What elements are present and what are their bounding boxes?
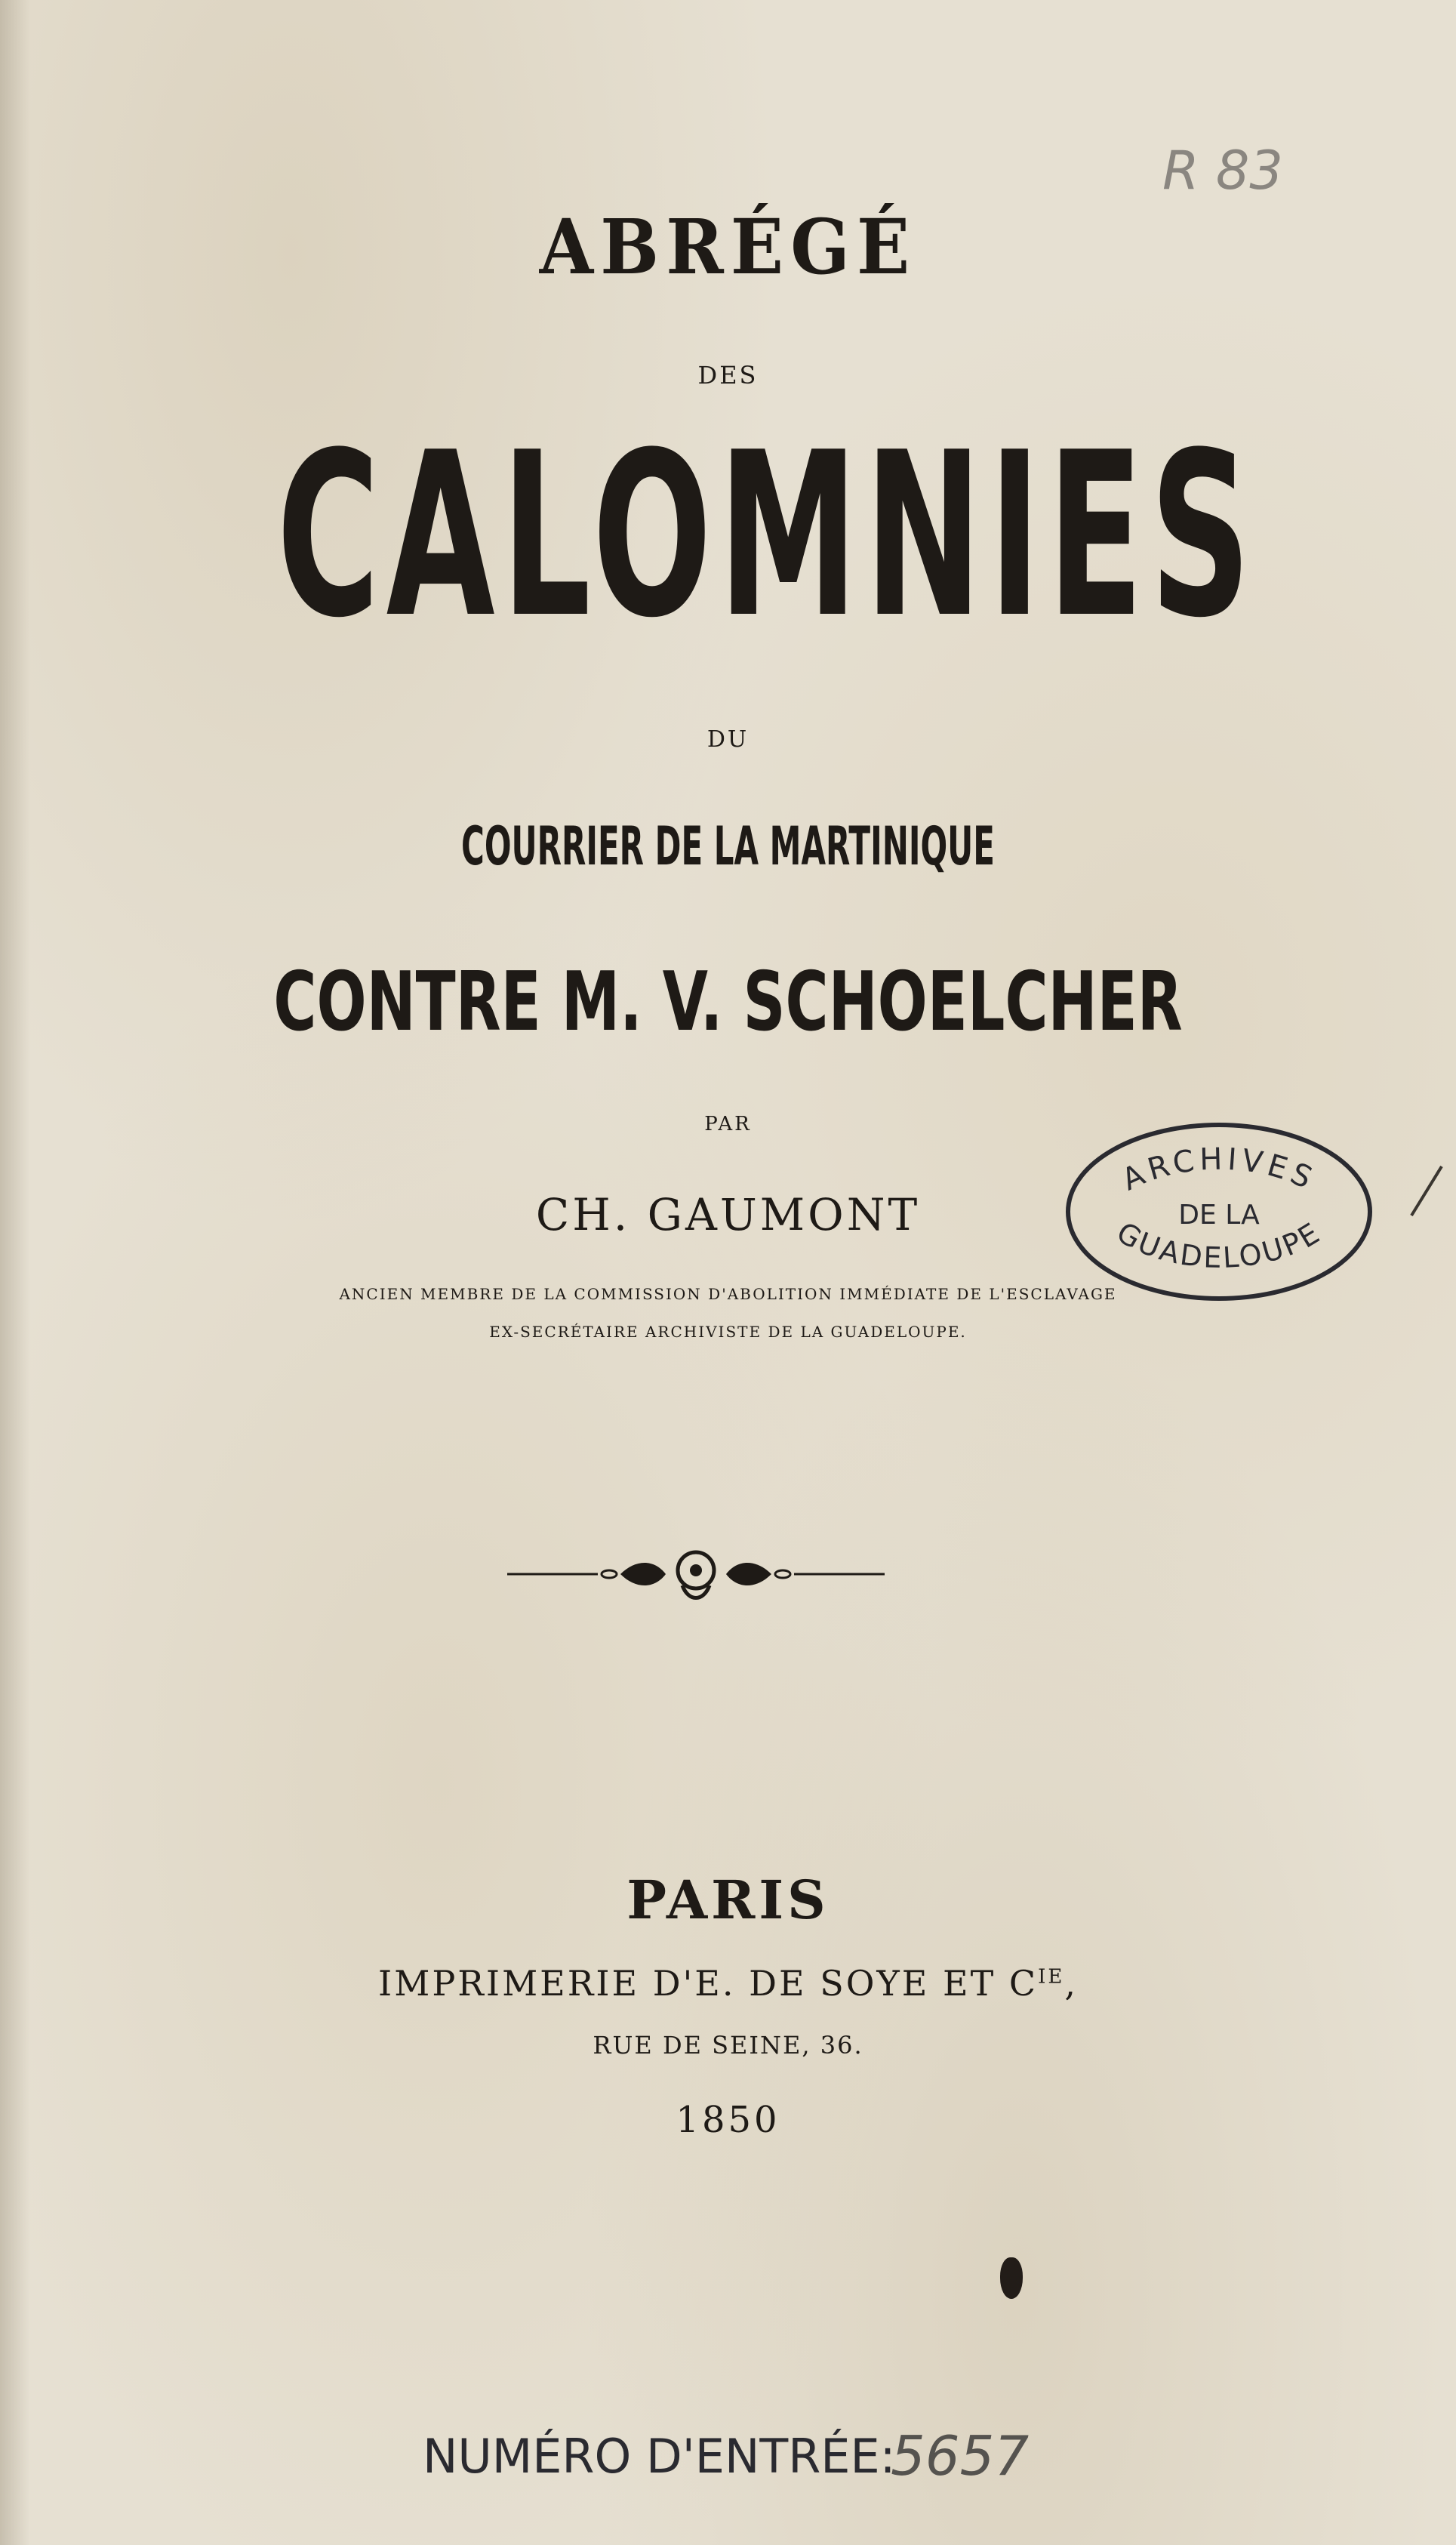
accession-label: NUMÉRO D'ENTRÉE: [423, 2429, 896, 2484]
imprint-street: RUE DE SEINE, 36. [593, 2031, 863, 2060]
imprint-printer-superscript: IE [1038, 1965, 1065, 1989]
title-du: DU [706, 726, 750, 753]
byline-par: PAR [704, 1113, 752, 1135]
svg-text:ARCHIVES [1117, 1142, 1322, 1197]
imprint-year: 1850 [676, 2099, 780, 2141]
author-role-line2: EX-SECRÉTAIRE ARCHIVISTE DE LA GUADELOUPE. [489, 1323, 967, 1341]
imprint-printer [0, 1963, 1456, 2004]
title-calomnies: CALOMNIES [276, 404, 1258, 667]
accession-number-stamp [423, 2408, 1102, 2499]
ornament-divider [507, 1540, 885, 1608]
imprint-place: PARIS [626, 1869, 830, 1931]
author-role-line1: ANCIEN MEMBRE DE LA COMMISSION D'ABOLITION IMMÉDIATE DE L'ESCLAVAGE [339, 1285, 1117, 1303]
archives-stamp [1053, 1106, 1385, 1310]
pencil-shelf-mark-text: R 83 [1162, 140, 1283, 202]
title-abrege: ABRÉGÉ [539, 202, 917, 291]
title-contre: CONTRE M. V. SCHOELCHER [273, 955, 1183, 1049]
ink-blot [1000, 2257, 1023, 2299]
stamp-middle-text: DE LA [1178, 1200, 1260, 1231]
imprint-printer-comma: , [1064, 1963, 1078, 2004]
title-courrier: COURRIER DE LA MARTINIQUE [461, 815, 995, 877]
title-des: DES [697, 361, 759, 390]
stamp-bottom-text: GUADELOUPE [1111, 1215, 1327, 1275]
stamp-top-text: ARCHIVES [1116, 1142, 1322, 1198]
imprint-printer-name: IMPRIMERIE D'E. DE SOYE ET C [378, 1963, 1039, 2004]
margin-pencil-tick [1404, 1163, 1449, 1223]
author-name: CH. GAUMONT [535, 1189, 921, 1240]
accession-number: 5657 [891, 2424, 1030, 2488]
